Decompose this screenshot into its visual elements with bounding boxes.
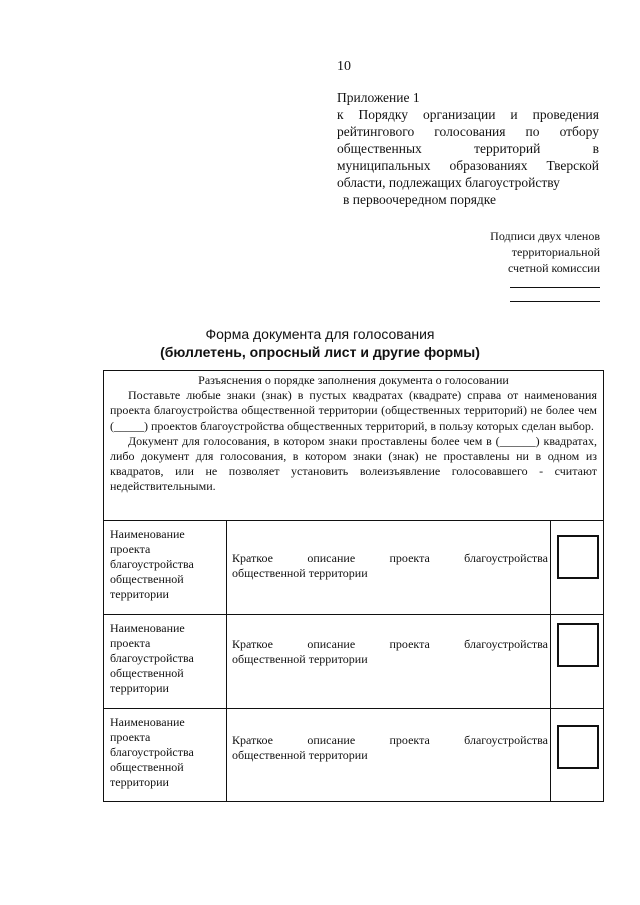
signature-line <box>510 287 600 288</box>
ballot-row <box>104 615 603 709</box>
project-description-cell <box>232 637 548 667</box>
project-name-cell <box>110 527 220 602</box>
vote-checkbox[interactable] <box>557 623 599 667</box>
appendix-line: к Порядку организации и проведения <box>337 107 599 122</box>
vote-checkbox[interactable] <box>557 725 599 769</box>
project-name-line: Наименование <box>110 715 185 729</box>
instructions-block <box>104 371 603 521</box>
ballot-row <box>104 521 603 615</box>
document-title <box>0 325 640 361</box>
project-name-line: проекта <box>110 730 151 744</box>
cell-divider <box>550 709 551 801</box>
ballot-row <box>104 709 603 801</box>
project-name-line: общественной <box>110 760 184 774</box>
project-name-line: общественной <box>110 666 184 680</box>
cell-divider <box>550 615 551 708</box>
project-name-line: территории <box>110 681 169 695</box>
cell-divider <box>226 615 227 708</box>
project-name-line: благоустройства <box>110 651 194 665</box>
project-name-line: территории <box>110 587 169 601</box>
project-description-line: Краткое описание проекта благоустройства <box>232 637 548 651</box>
project-name-line: благоустройства <box>110 745 194 759</box>
appendix-line: в первоочередном порядке <box>343 192 497 207</box>
project-description-line: общественной территории <box>232 566 368 580</box>
project-name-cell <box>110 715 220 790</box>
project-name-cell <box>110 621 220 696</box>
instructions-heading: Разъяснения о порядке заполнения документа о голосовании <box>198 373 509 387</box>
cell-divider <box>226 521 227 614</box>
project-name-line: благоустройства <box>110 557 194 571</box>
signature-caption-line: Подписи двух членов <box>490 229 600 243</box>
vote-checkbox[interactable] <box>557 535 599 579</box>
cell-divider <box>550 521 551 614</box>
project-name-line: проекта <box>110 542 151 556</box>
project-name-line: общественной <box>110 572 184 586</box>
project-name-line: Наименование <box>110 527 185 541</box>
project-description-cell <box>232 551 548 581</box>
signature-line <box>510 301 600 302</box>
document-title-line: Форма документа для голосования <box>205 326 435 342</box>
project-name-line: Наименование <box>110 621 185 635</box>
signature-lines <box>510 287 600 315</box>
project-description-line: Краткое описание проекта благоустройства <box>232 551 548 565</box>
appendix-line: области, подлежащих благоустройству <box>337 175 560 190</box>
signature-caption-line: территориальной <box>511 245 600 259</box>
appendix-line: рейтингового голосования по отбору <box>337 124 599 139</box>
appendix-line: муниципальных образованиях Тверской <box>337 158 599 173</box>
ballot-form <box>103 370 604 802</box>
appendix-line: общественных территорий в <box>337 141 599 156</box>
cell-divider <box>226 709 227 801</box>
signature-caption-line: счетной комиссии <box>507 261 600 275</box>
project-name-line: территории <box>110 775 169 789</box>
project-description-line: Краткое описание проекта благоустройства <box>232 733 548 747</box>
document-subtitle: (бюллетень, опросный лист и другие формы) <box>160 344 480 360</box>
appendix-header <box>337 89 599 208</box>
appendix-line: Приложение 1 <box>337 90 420 105</box>
instructions-paragraph: Документ для голосования, в котором знаки проставлены более чем в (______) квадратах, либо документ для голосования, в котором знаки (знак) не проставлены ни в одном из квадратов, или не позволяет установить волеизъявление голосовавшего - считают недействительными. <box>110 433 597 494</box>
signature-caption <box>460 228 600 276</box>
project-name-line: проекта <box>110 636 151 650</box>
page-number: 10 <box>337 59 351 74</box>
project-description-line: общественной территории <box>232 748 368 762</box>
project-description-line: общественной территории <box>232 652 368 666</box>
instructions-paragraph: Поставьте любые знаки (знак) в пустых квадратах (квадрате) справа от наименования проекта благоустройства общественной территории (общественных территорий) не более чем (_____) проектов благоустройства общественных территорий, в пользу которых сделан выбор. <box>110 388 597 433</box>
project-description-cell <box>232 733 548 763</box>
